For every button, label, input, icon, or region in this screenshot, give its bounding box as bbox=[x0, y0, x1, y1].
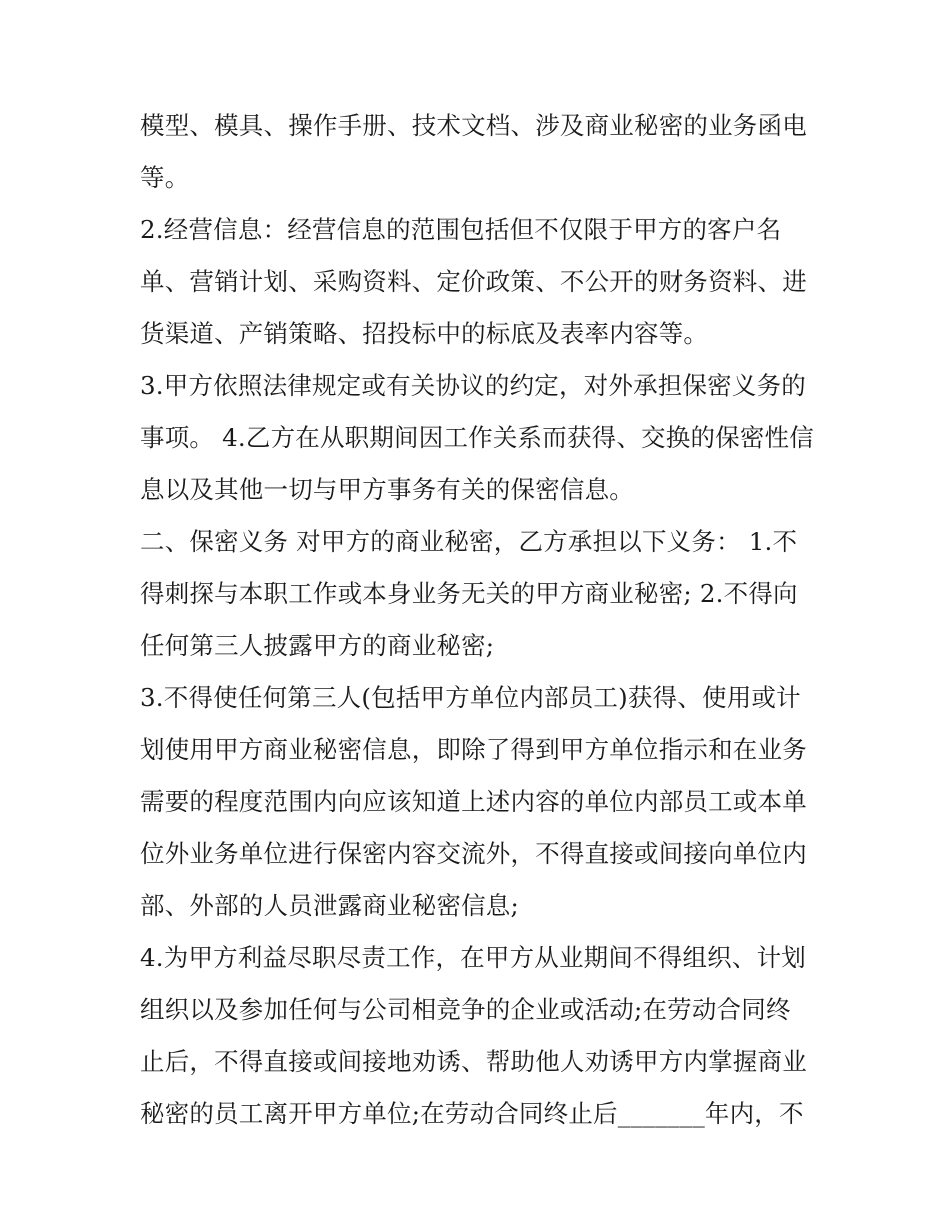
text-line: 需要的程度范围内向应该知道上述内容的单位内部员工或本单 bbox=[140, 787, 807, 816]
text-line: 货渠道、产销策略、招投标中的标底及表率内容等。 bbox=[140, 319, 709, 348]
text-line: 组织以及参加任何与公司相竞争的企业或活动;在劳动合同终 bbox=[140, 995, 791, 1024]
text-line: 划使用甲方商业秘密信息，即除了得到甲方单位指示和在业务 bbox=[140, 735, 807, 764]
text-line: 等。 bbox=[140, 163, 190, 192]
text-line: 单、营销计划、采购资料、定价政策、不公开的财务资料、进 bbox=[140, 267, 807, 296]
text-line: 息以及其他一切与甲方事务有关的保密信息。 bbox=[140, 475, 634, 504]
text-line: 3.不得使任何第三人(包括甲方单位内部员工)获得、使用或计 bbox=[140, 683, 801, 712]
text-line: 3.甲方依照法律规定或有关协议的约定，对外承担保密义务的 bbox=[140, 371, 806, 400]
text-line: 位外业务单位进行保密内容交流外，不得直接或间接向单位内 bbox=[140, 839, 807, 868]
text-line: 事项。 4.乙方在从职期间因工作关系而获得、交换的保密性信 bbox=[140, 423, 814, 452]
text-line: 止后，不得直接或间接地劝诱、帮助他人劝诱甲方内掌握商业 bbox=[140, 1047, 807, 1076]
text-line: 二、保密义务 对甲方的商业秘密，乙方承担以下义务： 1.不 bbox=[140, 527, 798, 556]
text-line: 部、外部的人员泄露商业秘密信息; bbox=[140, 891, 519, 920]
text-line: 得刺探与本职工作或本身业务无关的甲方商业秘密; 2.不得向 bbox=[140, 579, 798, 608]
document-body bbox=[140, 100, 820, 1140]
text-line: 4.为甲方利益尽职尽责工作，在甲方从业期间不得组织、计划 bbox=[140, 943, 806, 972]
text-line: 秘密的员工离开甲方单位;在劳动合同终止后_______年内，不 bbox=[140, 1099, 804, 1128]
text-line: 模型、模具、操作手册、技术文档、涉及商业秘密的业务函电 bbox=[140, 111, 807, 140]
text-line: 任何第三人披露甲方的商业秘密; bbox=[140, 631, 495, 660]
text-line: 2.经营信息：经营信息的范围包括但不仅限于甲方的客户名 bbox=[140, 215, 782, 244]
